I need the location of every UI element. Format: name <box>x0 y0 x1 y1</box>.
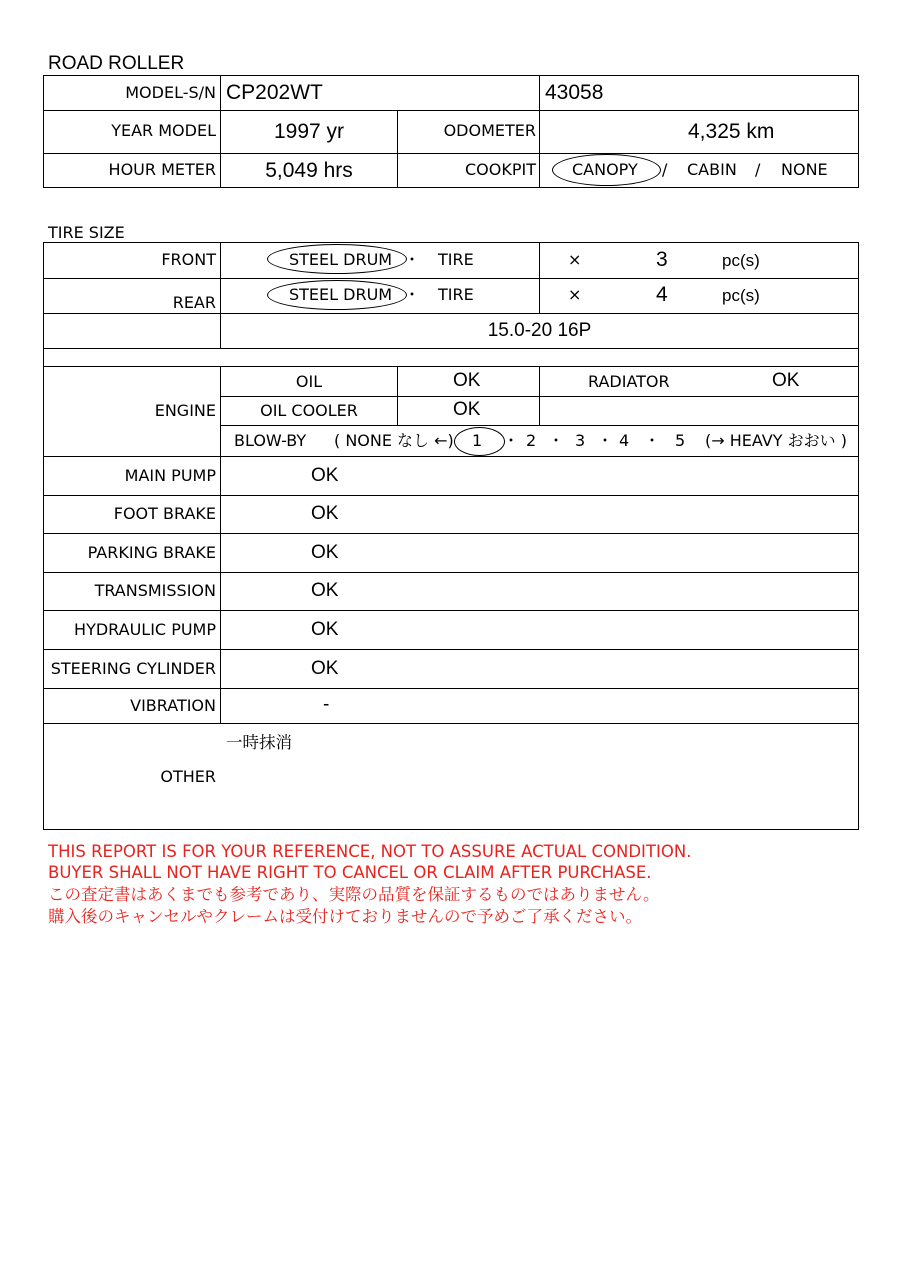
main-pump-value: OK <box>311 465 339 486</box>
rear-dot: ・ <box>404 285 421 304</box>
blowby-level-4: 4 <box>619 431 630 450</box>
foot-brake-label: FOOT BRAKE <box>113 504 216 523</box>
blowby-label: BLOW-BY <box>234 431 307 450</box>
radiator-value: OK <box>772 370 800 391</box>
odometer-value: 4,325 km <box>688 120 775 143</box>
year-model-value: 1997 yr <box>273 120 345 143</box>
front-tire: TIRE <box>438 250 474 269</box>
front-steel-drum: STEEL DRUM <box>289 250 393 269</box>
rear-steel-drum: STEEL DRUM <box>289 285 393 304</box>
front-label: FRONT <box>161 250 216 269</box>
blowby-dot-4: ・ <box>644 431 661 450</box>
rear-tire: TIRE <box>438 285 474 304</box>
blowby-open: ( NONE なし ←) <box>334 431 454 450</box>
oil-value: OK <box>453 370 481 391</box>
year-model-label: YEAR MODEL <box>111 121 216 140</box>
radiator-label: RADIATOR <box>588 372 670 391</box>
disclaimer-line-2: BUYER SHALL NOT HAVE RIGHT TO CANCEL OR CLAIM AFTER PURCHASE. <box>48 863 652 882</box>
serial-value: 43058 <box>545 81 604 104</box>
engine-label: ENGINE <box>154 401 216 420</box>
parking-brake-value: OK <box>311 542 339 563</box>
tire-size-value: 15.0-20 16P <box>487 320 592 341</box>
model-sn-label: MODEL-S/N <box>125 83 216 102</box>
blowby-level-5: 5 <box>675 431 686 450</box>
transmission-label: TRANSMISSION <box>94 581 216 600</box>
blowby-close: (→ HEAVY おおい ) <box>705 431 847 450</box>
other-label: OTHER <box>160 767 216 786</box>
hydraulic-pump-value: OK <box>311 619 339 640</box>
oil-label: OIL <box>295 372 323 391</box>
foot-brake-value: OK <box>311 503 339 524</box>
odometer-label: ODOMETER <box>443 121 536 140</box>
hour-meter-value: 5,049 hrs <box>265 159 353 182</box>
rear-unit: pc(s) <box>722 286 760 305</box>
blowby-level-2: 2 <box>526 431 537 450</box>
oil-cooler-label: OIL COOLER <box>260 401 358 420</box>
cockpit-label: COOKPIT <box>465 160 536 179</box>
model-value: CP202WT <box>226 81 323 104</box>
steering-cylinder-value: OK <box>311 658 339 679</box>
parking-brake-label: PARKING BRAKE <box>87 543 216 562</box>
cockpit-option-canopy: CANOPY <box>572 160 638 179</box>
front-dot: ・ <box>404 250 421 269</box>
oil-cooler-value: OK <box>453 399 481 420</box>
rear-times: × <box>568 285 582 304</box>
cockpit-option-cabin: CABIN <box>687 160 737 179</box>
tire-size-label: TIRE SIZE <box>48 223 125 242</box>
cockpit-sep-2: / <box>755 160 761 179</box>
front-unit: pc(s) <box>722 251 760 270</box>
vibration-value: - <box>323 694 330 715</box>
rear-label: REAR <box>172 293 216 312</box>
cockpit-option-none: NONE <box>781 160 828 179</box>
page-title: ROAD ROLLER <box>48 53 185 74</box>
front-count: 3 <box>656 248 668 271</box>
blowby-dot-1: ・ <box>503 431 520 450</box>
blowby-dot-2: ・ <box>548 431 565 450</box>
blowby-dot-3: ・ <box>597 431 614 450</box>
front-times: × <box>568 250 582 269</box>
hour-meter-label: HOUR METER <box>108 160 216 179</box>
blowby-level-1: 1 <box>472 431 483 450</box>
hydraulic-pump-label: HYDRAULIC PUMP <box>74 620 216 639</box>
main-pump-label: MAIN PUMP <box>124 466 216 485</box>
transmission-value: OK <box>311 580 339 601</box>
vibration-label: VIBRATION <box>130 696 216 715</box>
blowby-level-3: 3 <box>575 431 586 450</box>
other-value: 一時抹消 <box>226 733 292 752</box>
disclaimer-line-1: THIS REPORT IS FOR YOUR REFERENCE, NOT TO ASSURE ACTUAL CONDITION. <box>48 842 692 861</box>
cockpit-sep-1: / <box>662 160 668 179</box>
rear-count: 4 <box>656 283 668 306</box>
disclaimer-line-4: 購入後のキャンセルやクレームは受付けておりませんので予めご了承ください。 <box>48 907 642 926</box>
disclaimer-line-3: この査定書はあくまでも参考であり、実際の品質を保証するものではありません。 <box>48 885 660 904</box>
steering-cylinder-label: STEERING CYLINDER <box>50 659 216 678</box>
